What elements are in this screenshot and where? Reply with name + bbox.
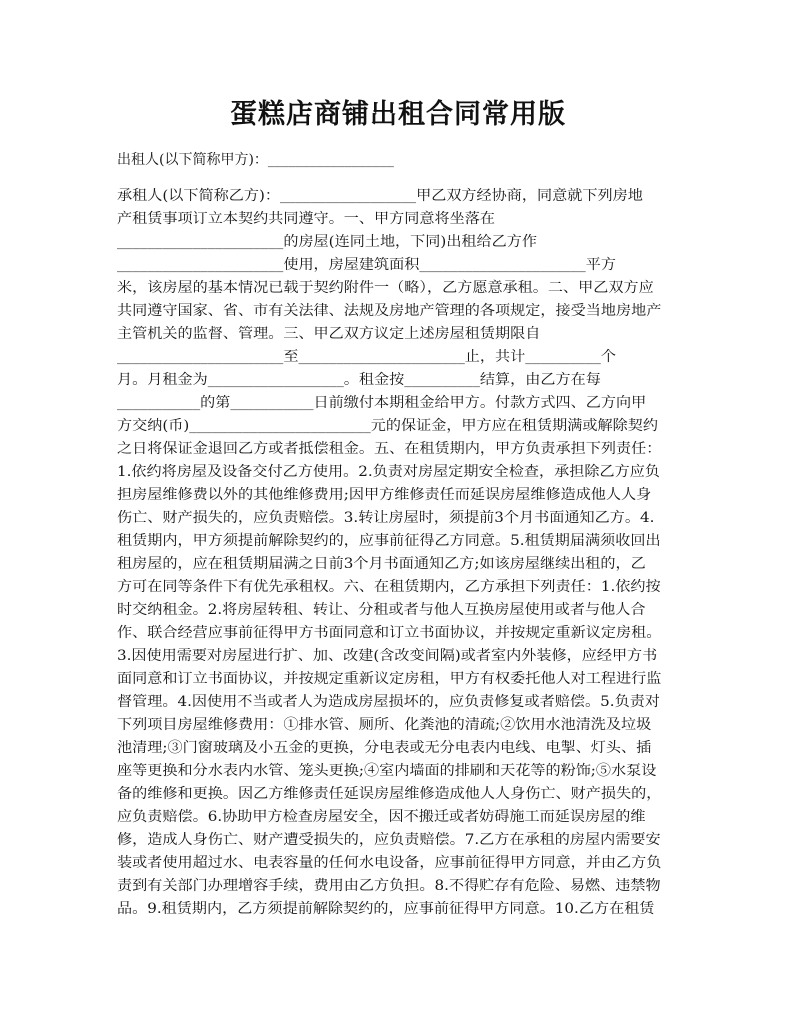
body-line: 督管理。4.因使用不当或者人为造成房屋损坏的，应负责修复或者赔偿。5.负责对 [117, 694, 660, 710]
body-line: 米，该房屋的基本情况已载于契约附件一（略），乙方愿意承租。二、甲乙双方应 [117, 280, 654, 296]
body-line: ______________________至______________________止，共计__________个 [117, 349, 616, 365]
body-line: 租赁期内，甲方须提前解除契约的，应事前征得乙方同意。5.租赁期届满须收回出 [117, 533, 661, 549]
body-line: 担房屋维修费以外的其他维修费用;因甲方维修责任而延误房屋维修造成他人人身 [117, 487, 652, 503]
body-line: 池清理;③门窗玻璃及小五金的更换，分电表或无分电表内电线、电掣、灯头、插 [117, 740, 652, 756]
body-line: 座等更换和分水表内水管、笼头更换;④室内墙面的排刷和天花等的粉饰;⑤水泵设 [117, 763, 657, 779]
body-line: 3.因使用需要对房屋进行扩、加、改建(含改变间隔)或者室内外装修，应经甲方书 [117, 648, 658, 664]
body-line: ______________________使用，房屋建筑面积______________________平方 [117, 257, 616, 273]
body-line: 之日将保证金退回乙方或者抵偿租金。五、在租赁期内，甲方负责承担下列责任： [117, 441, 662, 457]
body-line: ___________的第___________日前缴付本期租金给甲方。付款方式四、乙方向甲 [117, 395, 647, 411]
document-title: 蛋糕店商铺出租合同常用版 [230, 99, 566, 130]
body-line: ______________________的房屋(连同土地，下同)出租给乙方作 [117, 234, 538, 250]
body-line: 装或者使用超过水、电表容量的任何水电设备，应事前征得甲方同意，并由乙方负 [117, 855, 662, 871]
body-line: 租房屋的，应在租赁期届满之日前3个月书面通知乙方;如该房屋继续出租的，乙 [117, 556, 646, 572]
body-line: 伤亡、财产损失的，应负责赔偿。3.转让房屋时，须提前3个月书面通知乙方。4. [117, 510, 655, 526]
body-line: 责到有关部门办理增容手续，费用由乙方负担。8.不得贮存有危险、易燃、违禁物 [117, 878, 661, 894]
body-line: 承租人(以下简称乙方)：__________________甲乙双方经协商，同意就下列房地 [117, 188, 643, 204]
body-line: 备的维修和更换。因乙方维修责任延误房屋维修造成他人人身伤亡、财产损失的， [117, 786, 662, 802]
body-line: 作、联合经营应事前征得甲方书面同意和订立书面协议，并按规定重新议定房租。 [117, 625, 662, 641]
body-line: 面同意和订立书面协议，并按规定重新议定房租，甲方有权委托他人对工程进行监 [117, 671, 662, 687]
body-line: 方可在同等条件下有优先承租权。六、在租赁期内，乙方承担下列责任：1.依约按 [117, 579, 661, 595]
body-line: 方交纳(币)________________________元的保证金，甲方应在租赁期满或解除契约 [117, 418, 659, 434]
body-line: 修，造成人身伤亡、财产遭受损失的，应负责赔偿。7.乙方在承租的房屋内需要安 [117, 832, 661, 848]
body-line: 产租赁事项订立本契约共同遵守。一、甲方同意将坐落在 [117, 211, 495, 227]
body-line: 主管机关的监督、管理。三、甲乙双方议定上述房屋租赁期限自 [117, 326, 541, 342]
body-line: 下列项目房屋维修费用：①排水管、厕所、化粪池的清疏;②饮用水池清洗及垃圾 [117, 717, 652, 733]
body-line: 1.依约将房屋及设备交付乙方使用。2.负责对房屋定期安全检查，承担除乙方应负 [117, 464, 660, 480]
body-line: 出租人(以下简称甲方)：__________________ [117, 152, 394, 168]
body-line: 共同遵守国家、省、市有关法律、法规及房地产管理的各项规定，接受当地房地产 [117, 303, 662, 319]
body-line: 时交纳租金。2.将房屋转租、转让、分租或者与他人互换房屋使用或者与他人合 [117, 602, 646, 618]
body-line: 应负责赔偿。6.协助甲方检查房屋安全，因不搬迁或者妨碍施工而延误房屋的维 [117, 809, 646, 825]
body-line: 品。9.租赁期内，乙方须提前解除契约的，应事前征得甲方同意。10.乙方在租赁 [117, 901, 655, 917]
body-line: 月。月租金为__________________。租金按__________结算，由乙方在每 [117, 372, 601, 388]
